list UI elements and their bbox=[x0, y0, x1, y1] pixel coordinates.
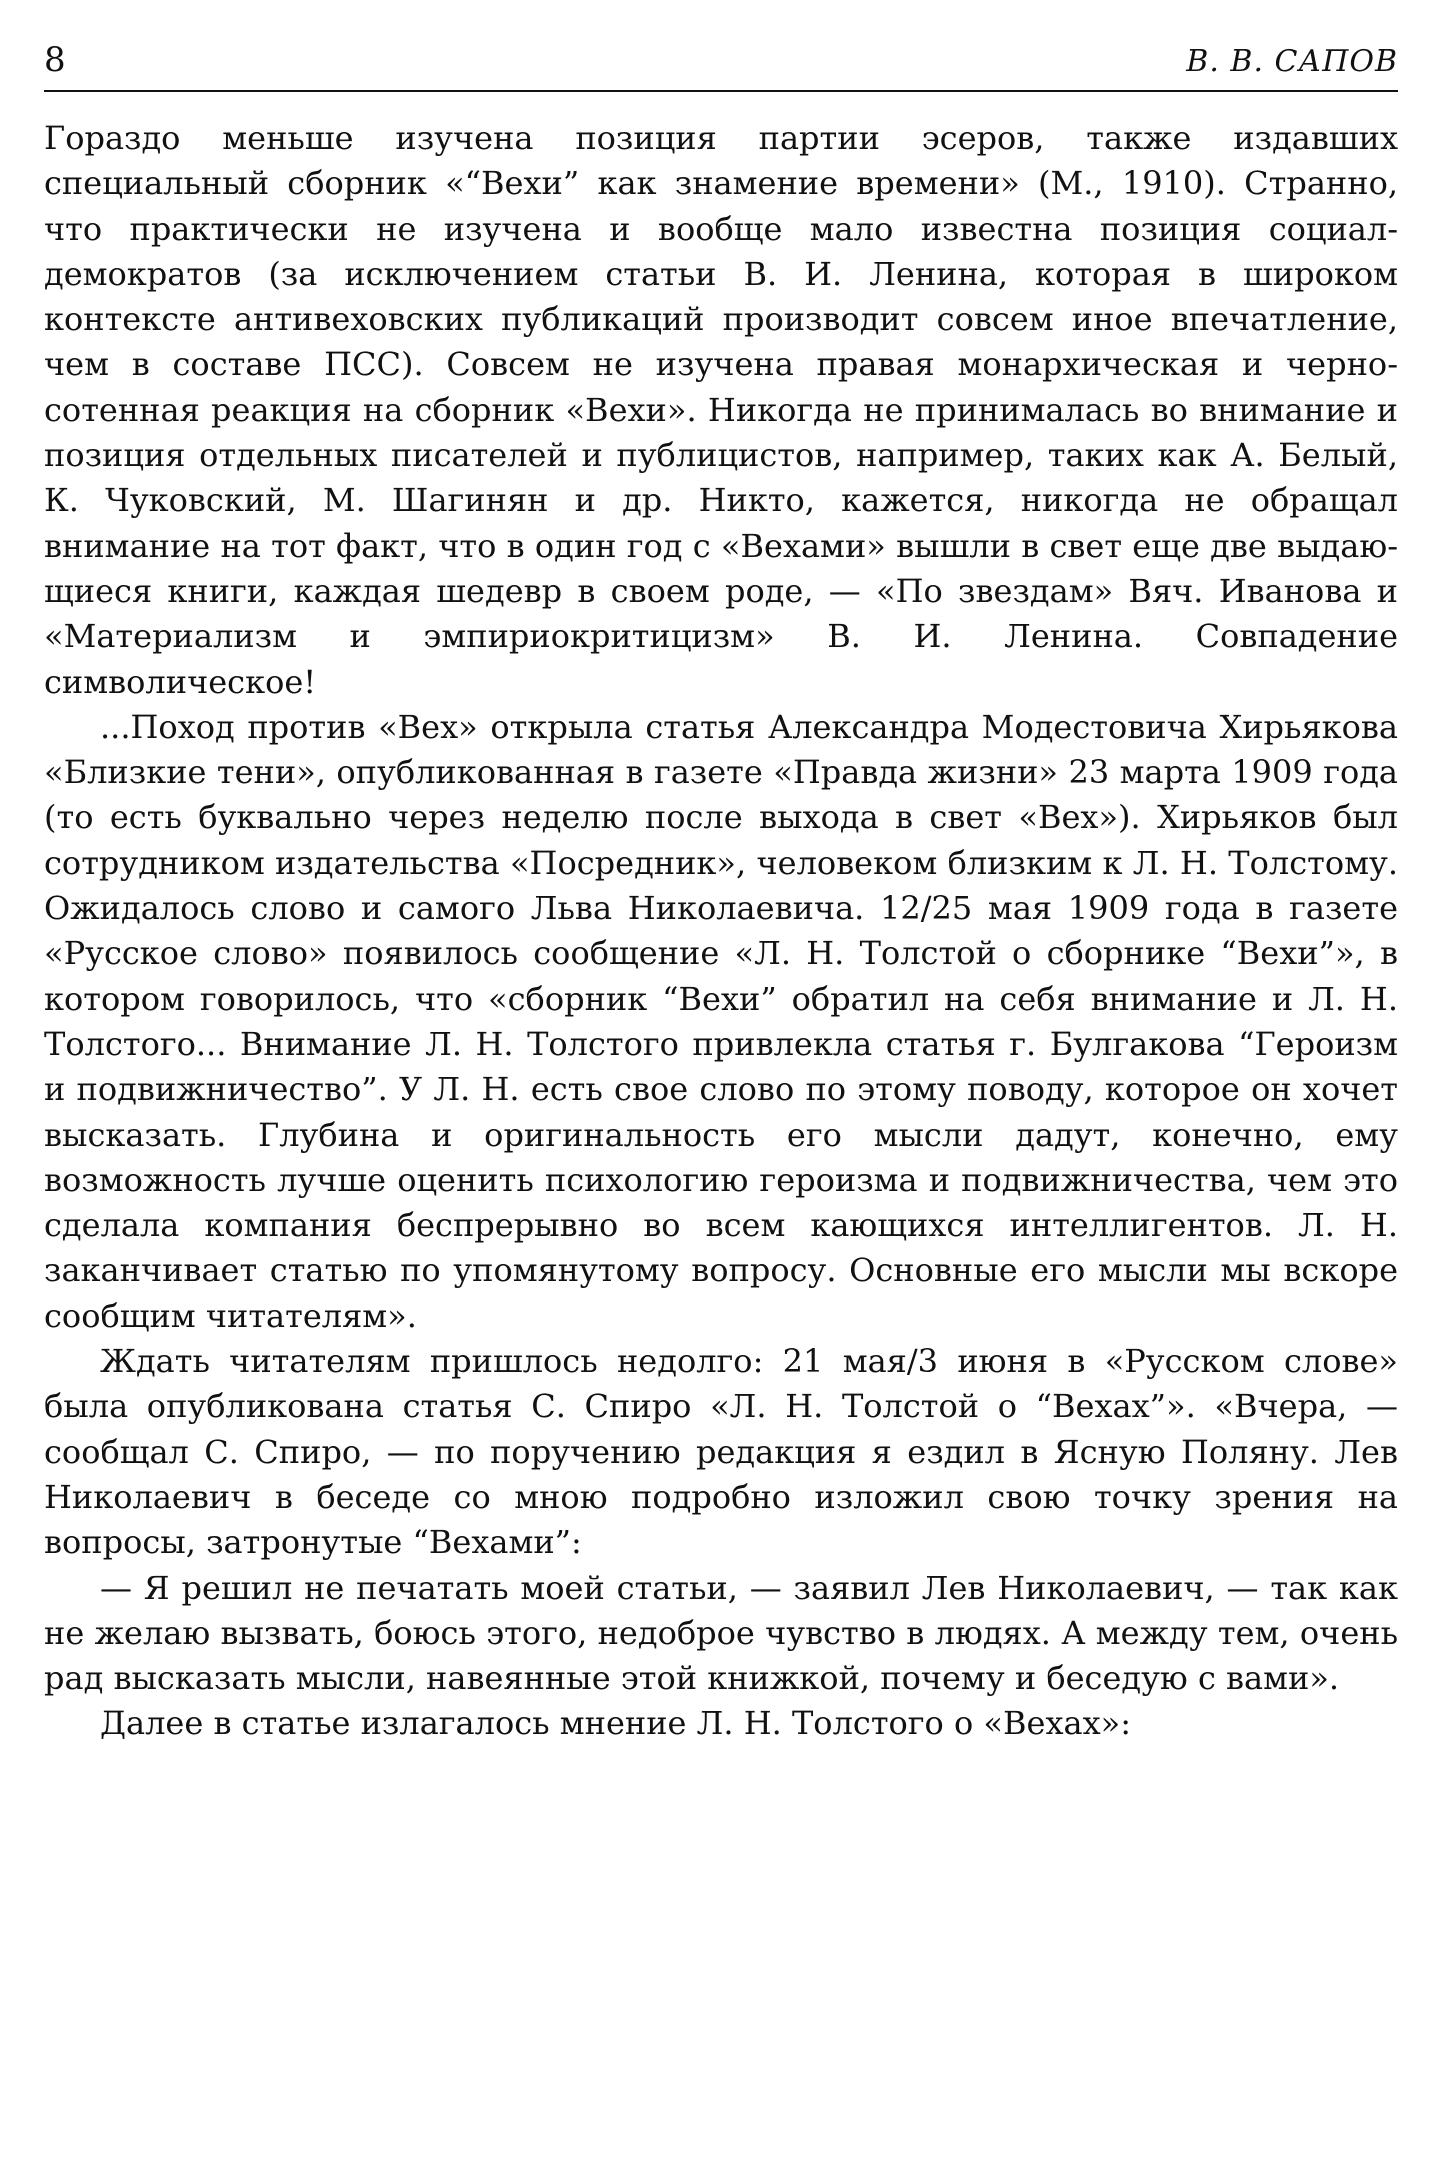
running-header bbox=[44, 38, 1398, 92]
paragraph: — Я решил не печатать моей статьи, — заявил Лев Николаевич, — так как не желаю вызвать, боюсь этого, недоброе чувство в людях. А между тем, очень рад высказать мысли, навеянные этой книжкой, почему и беседую с вами». bbox=[44, 1568, 1398, 1698]
paragraph: ...Поход против «Вех» открыла статья Александра Модестовича Хирьякова «Близкие тени», опубликованная в газете «Правда жизни» 23 марта 1909 года (то есть буквально через неделю после выхода в свет «Вех»). Хирьяков был сотрудником издательства «Посредник», человеком близким к Л. Н. Толстому. Ожидалось слово и самого Льва Николаевича. 12/25 мая 1909 года в газете «Русское слово» появилось сообщение «Л. Н. Толстой о сборнике “Вехи”», в котором говорилось, что «сборник “Вехи” обратил на себя внимание и Л. Н. Толстого... Внимание Л. Н. Толстого привлекла статья г. Булгакова “Героизм и подвижничество”. У Л. Н. есть свое слово по этому поводу, которое он хочет высказать. Глубина и оригинальность его мысли дадут, конечно, ему возможность лучше оценить психологию героизма и подвижничества, чем это сделала компания беспрерывно во всем кающихся интеллигентов. Л. Н. заканчивает статью по упомянутому вопросу. Основные его мысли мы вскоре сообщим читателям». bbox=[44, 707, 1398, 1335]
page-number: 8 bbox=[44, 40, 66, 80]
book-page bbox=[44, 38, 1398, 1747]
body-text bbox=[44, 116, 1398, 1747]
running-head-author: В. В. САПОВ bbox=[1186, 44, 1398, 79]
paragraph: Гораздо меньше изучена позиция партии эсеров, также издавших специальный сборник «“Вехи” как знамение времени» (М., 1910). Странно, что практически не изучена и вообще мало известна позиция социал-демократов (за исключением статьи В. И. Ленина, которая в широком контексте антивеховских публикаций производит совсем иное впечатление, чем в составе ПСС). Совсем не изучена правая монархическая и черносотенная реакция на сборник «Вехи». Никогда не принималась во внимание и позиция отдельных писателей и публицистов, например, таких как А. Белый, К. Чуковский, М. Шагинян и др. Никто, кажется, никогда не обращал внимание на тот факт, что в один год с «Вехами» вышли в свет еще две выдающиеся книги, каждая шедевр в своем роде, — «По звездам» Вяч. Иванова и «Материализм и эмпириокритицизм» В. И. Ленина. Совпадение символическое! bbox=[44, 119, 1398, 701]
paragraph: Далее в статье излагалось мнение Л. Н. Толстого о «Вехах»: bbox=[100, 1704, 1131, 1743]
paragraph: Ждать читателям пришлось недолго: 21 мая/3 июня в «Русском слове» была опубликована статья С. Спиро «Л. Н. Толстой о “Вехах”». «Вчера, — сообщал С. Спиро, — по поручению редакция я ездил в Ясную Поляну. Лев Николаевич в беседе со мною подробно изложил свою точку зрения на вопросы, затронутые “Вехами”: bbox=[44, 1342, 1398, 1562]
